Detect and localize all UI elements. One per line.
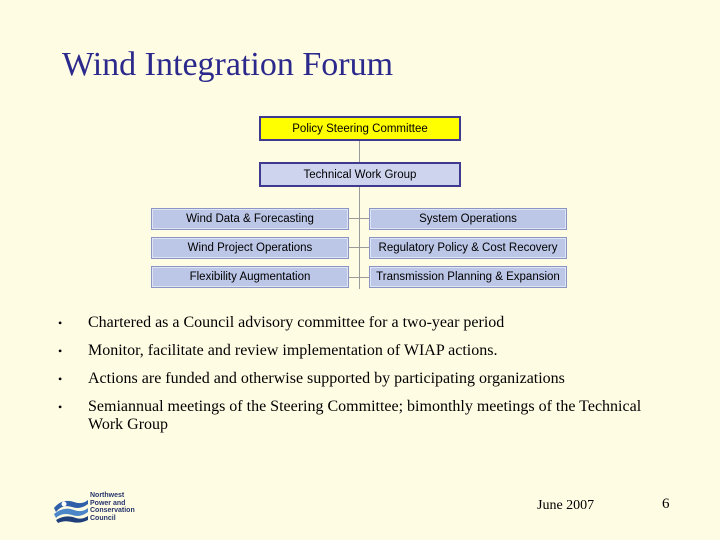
bullet-item — [58, 342, 668, 360]
slide-title: Wind Integration Forum — [62, 46, 394, 83]
logo-line: Northwest — [90, 492, 125, 499]
wind-project-operations-box: Wind Project Operations — [151, 237, 349, 259]
bullet-dot: • — [58, 400, 63, 414]
logo-line: Council — [90, 514, 116, 522]
bullet-dot: • — [58, 344, 63, 358]
flexibility-augmentation-box: Flexibility Augmentation — [151, 266, 349, 288]
logo-wordmark — [90, 492, 135, 522]
logo-line: Conservation — [90, 507, 135, 514]
bullet-dot: • — [58, 316, 63, 330]
bullet-item — [58, 370, 668, 388]
transmission-planning-box: Transmission Planning & Expansion — [369, 266, 567, 288]
connector-right-1 — [360, 218, 369, 219]
regulatory-policy-box: Regulatory Policy & Cost Recovery — [369, 237, 567, 259]
bullet-text: Chartered as a Council advisory committee for a two-year period — [88, 314, 505, 331]
bullet-item — [58, 398, 668, 434]
wind-data-forecasting-box: Wind Data & Forecasting — [151, 208, 349, 230]
connector-left-1 — [349, 218, 359, 219]
page-number: 6 — [662, 496, 670, 512]
connector-left-2 — [349, 247, 359, 248]
policy-steering-committee-box: Policy Steering Committee — [259, 116, 461, 141]
bullet-list — [58, 314, 668, 444]
bullet-text: Semiannual meetings of the Steering Committee; bimonthly meetings of the Technical Work Group — [88, 398, 642, 433]
technical-work-group-box: Technical Work Group — [259, 162, 461, 187]
connector-left-3 — [349, 277, 359, 278]
connector-right-3 — [360, 277, 369, 278]
bullet-text: Actions are funded and otherwise supported by participating organizations — [88, 370, 565, 387]
slide-date: June 2007 — [537, 498, 595, 513]
system-operations-box: System Operations — [369, 208, 567, 230]
bullet-dot: • — [58, 372, 63, 386]
connector-right-2 — [360, 247, 369, 248]
logo-line: Power and — [90, 499, 126, 507]
bullet-item — [58, 314, 668, 332]
bullet-text: Monitor, facilitate and review implementation of WIAP actions. — [88, 342, 498, 359]
